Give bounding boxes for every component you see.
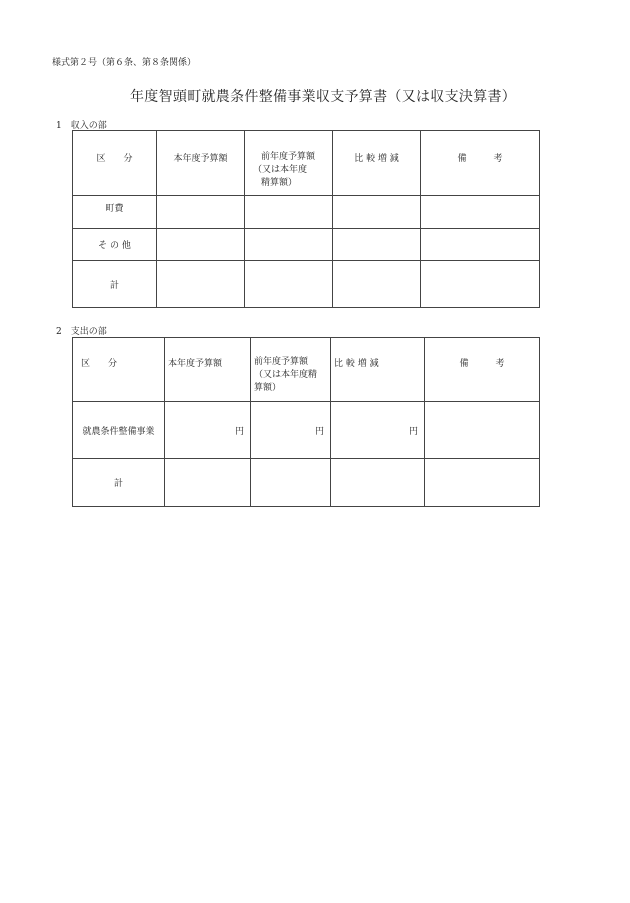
header-difference: 比 較 増 減 <box>333 131 421 196</box>
table-row <box>73 196 540 229</box>
cell[interactable] <box>333 229 421 261</box>
header-previous-budget <box>251 338 331 402</box>
expense-section-heading: 2 支出の部 <box>56 327 107 337</box>
header-line: 算額） <box>254 383 282 393</box>
cell[interactable] <box>157 196 245 229</box>
cell[interactable] <box>421 229 540 261</box>
table-header-row <box>73 131 540 196</box>
cell[interactable] <box>421 261 540 308</box>
expense-table <box>72 337 540 507</box>
cell[interactable] <box>251 459 331 507</box>
table-row <box>73 261 540 308</box>
header-difference: 比 較 増 減 <box>331 338 425 402</box>
cell[interactable] <box>157 261 245 308</box>
document-title: 年度智頭町就農条件整備事業収支予算書（又は収支決算書） <box>130 89 517 105</box>
header-previous-budget <box>245 131 333 196</box>
header-category: 区 分 <box>73 338 165 402</box>
cell[interactable] <box>245 229 333 261</box>
yen-unit[interactable]: 円 <box>251 402 331 459</box>
header-remarks: 備 考 <box>421 131 540 196</box>
income-section-heading: 1 収入の部 <box>56 121 107 131</box>
cell[interactable] <box>245 261 333 308</box>
header-remarks: 備 考 <box>425 338 540 402</box>
row-label: 町費 <box>73 196 157 229</box>
table-header-row <box>73 338 540 402</box>
row-label: そ の 他 <box>73 229 157 261</box>
yen-unit[interactable]: 円 <box>165 402 251 459</box>
header-line: （又は本年度 <box>253 165 308 175</box>
cell[interactable] <box>157 229 245 261</box>
header-category: 区 分 <box>73 131 157 196</box>
row-label: 就農条件整備事業 <box>73 402 165 459</box>
form-number: 様式第２号（第６条、第８条関係） <box>52 58 197 68</box>
header-line: 前年度予算額 <box>261 152 316 162</box>
cell[interactable] <box>333 196 421 229</box>
cell[interactable] <box>425 459 540 507</box>
table-row <box>73 402 540 459</box>
cell[interactable] <box>421 196 540 229</box>
income-table <box>72 130 540 308</box>
cell[interactable] <box>425 402 540 459</box>
row-label: 計 <box>73 261 157 308</box>
header-current-budget: 本年度予算額 <box>157 131 245 196</box>
header-line: 前年度予算額 <box>254 357 309 367</box>
table-row <box>73 459 540 507</box>
row-label: 計 <box>73 459 165 507</box>
cell[interactable] <box>165 459 251 507</box>
cell[interactable] <box>331 459 425 507</box>
header-line: 精算額） <box>261 178 298 188</box>
table-row <box>73 229 540 261</box>
header-line: （又は本年度精 <box>254 370 318 380</box>
cell[interactable] <box>333 261 421 308</box>
header-current-budget: 本年度予算額 <box>165 338 251 402</box>
yen-unit[interactable]: 円 <box>331 402 425 459</box>
cell[interactable] <box>245 196 333 229</box>
